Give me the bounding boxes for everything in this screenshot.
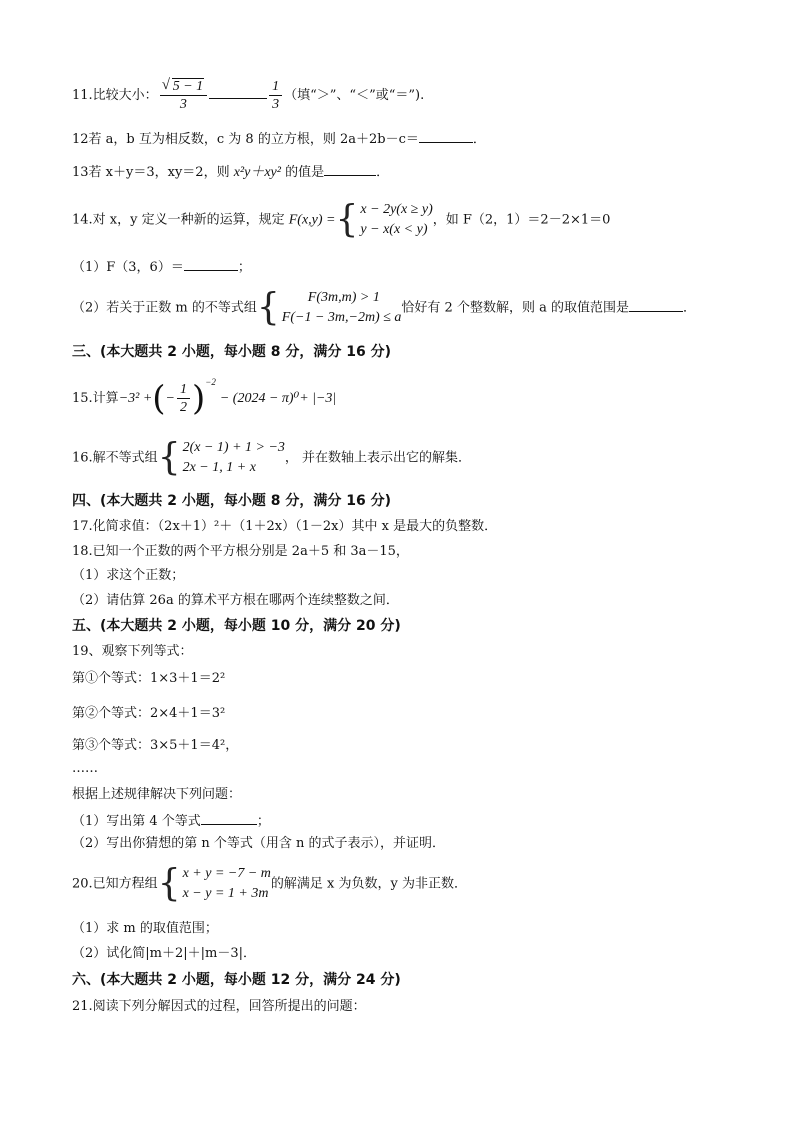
question-20-1: （1）求 m 的取值范围； (72, 921, 218, 936)
q15-frac-num: 1 (177, 381, 190, 399)
question-19-ellipsis: …… (72, 761, 98, 776)
question-18-1: （1）求这个正数； (72, 568, 185, 583)
q14-2-answer-blank[interactable] (629, 297, 683, 312)
q14-2-system (256, 285, 402, 329)
q19-1-answer-blank[interactable] (201, 810, 257, 825)
question-21: 21.阅读下列分解因式的过程，回答所提出的问题： (72, 999, 366, 1014)
question-19-eq1: 第①个等式：1×3＋1＝2² (72, 671, 226, 686)
question-17: 17.化简求值：（2x＋1）²＋（1＋2x）（1－2x）其中 x 是最大的负整数． (72, 519, 498, 534)
q11-suffix: （填“＞”、“＜”或“＝”). (284, 88, 425, 103)
q15-expr-a: −3² + (118, 391, 153, 406)
brace-icon: { (157, 435, 181, 479)
brace-icon: { (335, 197, 359, 241)
q14-row1: x − 2y(x ≥ y) (360, 202, 433, 217)
question-14 (72, 197, 611, 241)
q20-prefix: 20.已知方程组 (72, 876, 158, 892)
question-12 (72, 128, 486, 149)
q13-prefix: 13若 x＋y＝3，xy＝2，则 (72, 165, 234, 180)
question-20 (72, 861, 467, 905)
q19-1-end: ； (256, 814, 270, 829)
q12-text: 12若 a，b 互为相反数，c 为 8 的立方根，则 2a＋2b－c＝ (72, 132, 419, 147)
question-20-2: （2）试化简|m＋2|＋|m－3|． (72, 946, 256, 961)
q14-1-end: ； (237, 260, 251, 275)
q14-2-row2: F(−1 − 3m,−2m) ≤ a (281, 310, 402, 325)
section-5-heading: 五、(本大题共 2 小题，每小题 10 分，满分 20 分) (72, 618, 401, 634)
question-19-2: （2）写出你猜想的第 n 个等式（用含 n 的式子表示），并证明． (72, 836, 446, 851)
question-19-eq3: 第③个等式：3×5＋1＝4²， (72, 738, 239, 753)
question-19-eq2: 第②个等式：2×4＋1＝3² (72, 706, 226, 721)
q14-lhs: F(x,y) = (288, 212, 336, 228)
q14-piecewise (335, 197, 433, 241)
q14-2-end: ． (682, 300, 696, 316)
question-18: 18.已知一个正数的两个平方根分别是 2a＋5 和 3a－15， (72, 544, 409, 559)
q20-system (157, 861, 271, 905)
question-14-2 (72, 285, 696, 329)
q14-row2: y − x(x < y) (360, 222, 428, 237)
q11-answer-blank[interactable] (209, 84, 267, 99)
q20-row2: x − y = 1 + 3m (182, 886, 269, 901)
right-paren-icon: ) (192, 378, 206, 419)
q20-row1: x + y = −7 − m (182, 866, 271, 881)
q14-2-row1: F(3m,m) > 1 (307, 290, 380, 305)
q14-1-text: （1）F（3，6）＝ (72, 260, 184, 275)
q11-fraction-2 (269, 78, 282, 113)
question-19-rule: 根据上述规律解决下列问题： (72, 787, 242, 802)
q14-prefix: 14.对 x，y 定义一种新的运算，规定 (72, 212, 289, 228)
q19-1-text: （1）写出第 4 个等式 (72, 814, 201, 829)
q16-prefix: 16.解不等式组 (72, 450, 158, 466)
q13-suffix: 的值是 (280, 165, 325, 180)
q16-row1: 2(x − 1) + 1 > −3 (182, 440, 285, 455)
question-11 (72, 78, 424, 113)
question-19: 19、观察下列等式： (72, 644, 193, 659)
q15-exponent: −2 (205, 376, 216, 387)
q11-frac1-num: 5 − 1 (172, 79, 204, 94)
question-13 (72, 161, 389, 182)
question-15: 15.计算−3² +(− $\frac{1}{2}$ )$^{-2}$− (2024 − π)⁰+ |−3| (72, 376, 337, 419)
q14-suffix: ，如 F（2，1）＝2－2×1＝0 (432, 212, 611, 228)
q14-2-prefix: （2）若关于正数 m 的不等式组 (72, 300, 257, 316)
brace-icon: { (157, 861, 181, 905)
q14-1-answer-blank[interactable] (184, 256, 238, 271)
q13-answer-blank[interactable] (324, 161, 376, 176)
q11-frac2-num: 1 (269, 78, 282, 96)
question-19-1 (72, 810, 270, 831)
q11-fraction-1 (160, 78, 207, 113)
brace-icon: { (256, 285, 280, 329)
q11-frac2-den: 3 (272, 97, 280, 112)
q13-expression: x²y＋xy² (233, 165, 281, 180)
section-6-heading: 六、(本大题共 2 小题，每小题 12 分，满分 24 分) (72, 972, 401, 988)
q14-2-suffix: 恰好有 2 个整数解，则 a 的取值范围是 (401, 300, 629, 316)
q16-row2: 2x − 1, 1 + x (182, 460, 256, 475)
question-16 (72, 435, 472, 479)
left-paren-icon: ( (152, 378, 166, 419)
question-14-1 (72, 256, 251, 277)
q16-suffix: ， 并在数轴上表示出它的解集． (284, 450, 472, 466)
q15-expr-b: − (2024 − π)⁰+ |−3| (219, 391, 337, 406)
section-4-heading: 四、(本大题共 2 小题，每小题 8 分，满分 16 分) (72, 493, 392, 509)
q13-end: ． (376, 165, 390, 180)
q16-system (157, 435, 285, 479)
q11-prefix: 11.比较大小： (72, 88, 158, 103)
q11-frac1-den: 3 (179, 97, 187, 112)
q15-fraction (177, 381, 190, 416)
q12-answer-blank[interactable] (419, 128, 473, 143)
question-18-2: （2）请估算 26a 的算术平方根在哪两个连续整数之间． (72, 593, 399, 608)
q20-suffix: 的解满足 x 为负数，y 为非正数． (270, 876, 467, 892)
q15-frac-den: 2 (180, 400, 187, 415)
q15-prefix: 15.计算 (72, 391, 119, 406)
section-3-heading: 三、(本大题共 2 小题，每小题 8 分，满分 16 分) (72, 344, 392, 360)
q12-end: ． (472, 132, 486, 147)
